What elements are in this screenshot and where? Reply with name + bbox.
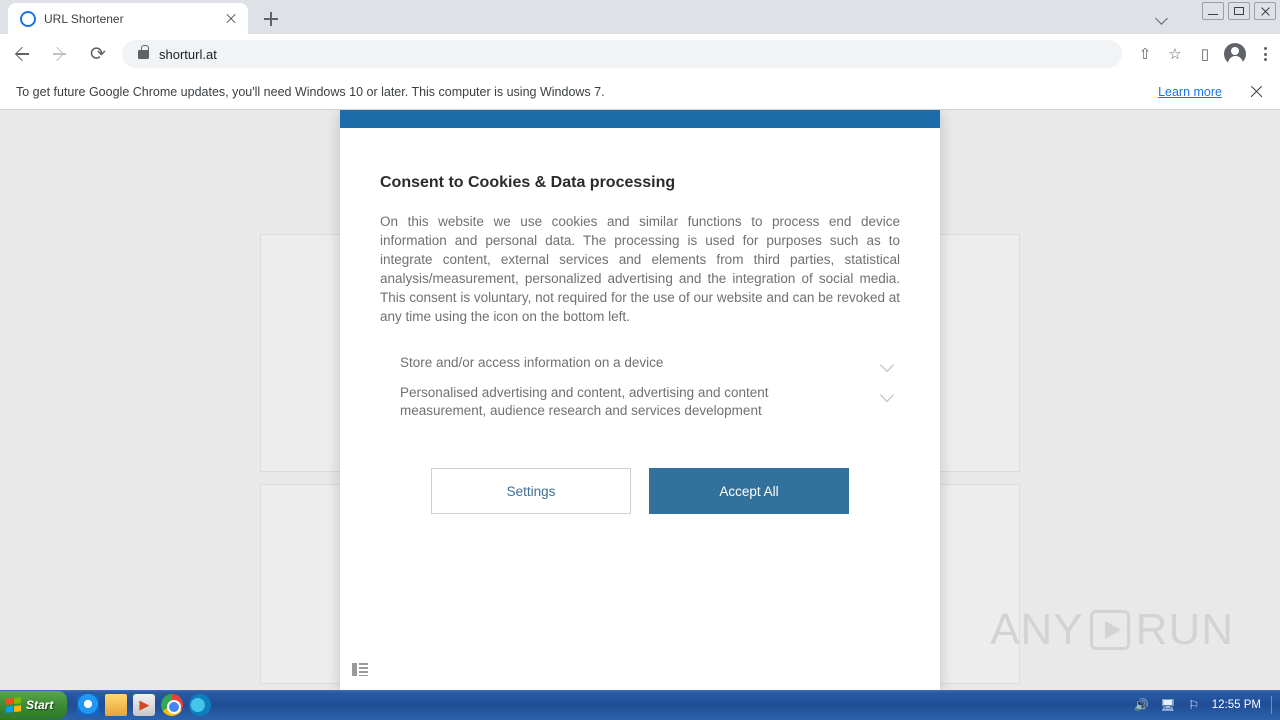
edge-icon[interactable]	[189, 694, 211, 716]
window-close-button[interactable]	[1254, 2, 1276, 20]
chrome-icon[interactable]	[161, 694, 183, 716]
internet-explorer-icon[interactable]	[77, 694, 99, 716]
consent-purpose-list	[400, 348, 900, 426]
tab-title: URL Shortener	[44, 11, 124, 26]
chevron-down-icon[interactable]	[880, 388, 894, 402]
start-button[interactable]	[0, 691, 67, 719]
system-tray	[1134, 696, 1280, 714]
chevron-down-icon[interactable]	[880, 358, 894, 372]
profile-avatar[interactable]	[1220, 39, 1250, 69]
accept-all-button[interactable]: Accept All	[649, 468, 849, 514]
windows-taskbar	[0, 690, 1280, 720]
chevron-down-icon[interactable]	[1154, 9, 1170, 25]
address-bar[interactable]	[122, 40, 1122, 68]
tab-url-shortener[interactable]	[8, 3, 248, 34]
modal-accent-bar	[340, 110, 940, 128]
start-button-label: Start	[26, 698, 54, 712]
tray-divider	[1271, 696, 1272, 714]
play-triangle-icon	[1090, 610, 1130, 650]
consent-purpose-row[interactable]	[400, 378, 900, 426]
modal-actions	[380, 468, 900, 514]
consent-manager-icon[interactable]	[352, 663, 368, 676]
anyrun-watermark	[990, 605, 1234, 655]
media-player-icon[interactable]: ▶	[133, 694, 155, 716]
infobar-close-icon[interactable]	[1248, 84, 1264, 100]
side-panel-icon[interactable]: ▯	[1200, 46, 1210, 63]
clock-time[interactable]: 12:55 PM	[1211, 699, 1261, 711]
bookmark-star-icon[interactable]: ☆	[1168, 46, 1182, 63]
window-minimize-button[interactable]	[1202, 2, 1224, 20]
tab-favicon-icon	[20, 11, 36, 27]
consent-purpose-row[interactable]	[400, 348, 900, 378]
window-maximize-button[interactable]	[1228, 2, 1250, 20]
browser-tabstrip	[0, 0, 1280, 34]
quick-launch-bar	[73, 694, 211, 716]
tab-close-icon[interactable]	[222, 10, 240, 28]
consent-modal	[340, 110, 940, 690]
reload-button[interactable]: ⟳	[90, 43, 106, 65]
watermark-text-right: RUN	[1135, 605, 1234, 654]
windows-logo-icon	[6, 697, 21, 713]
modal-title: Consent to Cookies & Data processing	[380, 174, 676, 191]
back-button[interactable]	[6, 38, 38, 70]
modal-description: On this website we use cookies and similar functions to process end device information and personal data. The processing is used for purposes such as to integrate content, external services and elements from third parties, statistical analysis/measurement, personalized advertising and the integration of social media. This consent is voluntary, not required for the use of our website and can be revoked at any time using the icon on the bottom left.	[380, 214, 900, 324]
volume-icon[interactable]: 🔊	[1134, 698, 1150, 712]
watermark-text-left: ANY	[990, 605, 1084, 654]
network-icon[interactable]: 🖥	[1160, 698, 1176, 712]
share-icon[interactable]: ⇧	[1138, 46, 1152, 63]
infobar-learn-more-link[interactable]: Learn more	[1158, 84, 1222, 99]
chrome-menu-icon[interactable]	[1250, 39, 1280, 69]
window-controls	[1202, 2, 1276, 20]
lock-icon	[138, 50, 149, 59]
file-explorer-icon[interactable]	[105, 694, 127, 716]
consent-purpose-label: Store and/or access information on a device	[400, 355, 664, 370]
modal-body	[340, 128, 940, 514]
settings-button[interactable]: Settings	[431, 468, 631, 514]
new-tab-button[interactable]	[258, 6, 284, 32]
infobar-message: To get future Google Chrome updates, you'll need Windows 10 or later. This computer is using Windows 7.	[16, 84, 605, 99]
update-infobar	[0, 74, 1280, 110]
browser-toolbar	[0, 34, 1280, 74]
page-content	[0, 110, 1280, 690]
action-flag-icon[interactable]: ⚐	[1188, 698, 1200, 712]
forward-button[interactable]	[44, 38, 76, 70]
address-bar-url: shorturl.at	[159, 46, 217, 62]
consent-purpose-label: Personalised advertising and content, advertising and content measurement, audience research and services development	[400, 385, 769, 418]
